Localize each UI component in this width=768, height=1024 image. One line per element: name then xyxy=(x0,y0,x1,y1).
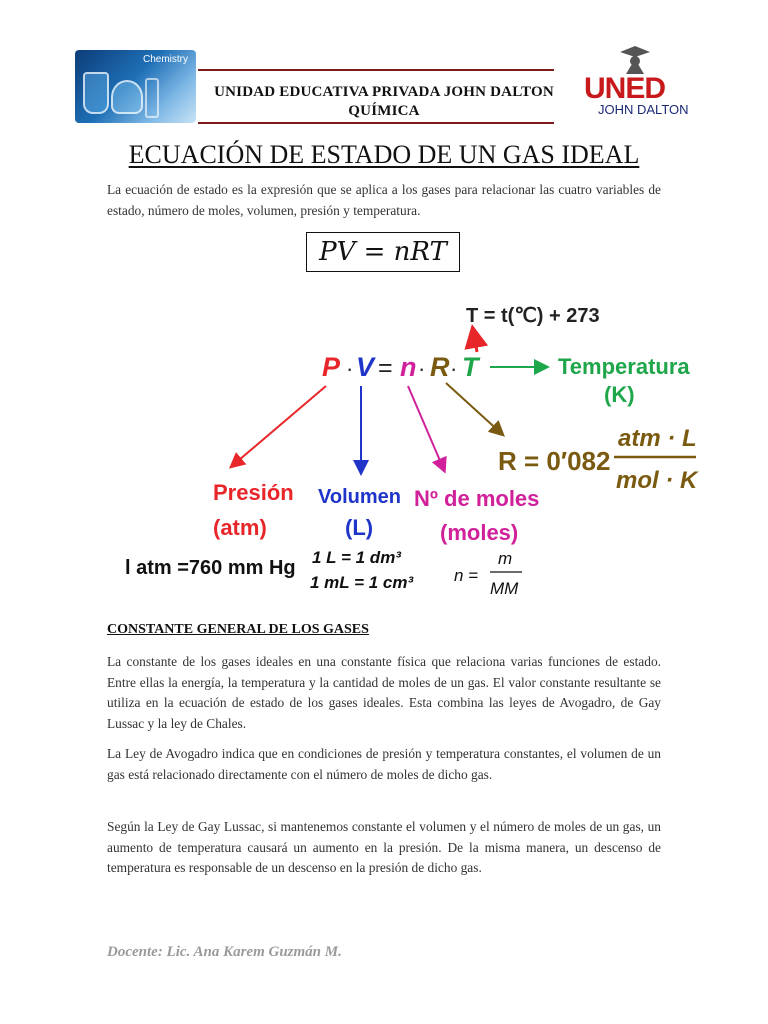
volume-equivalence-2: 1 mL = 1 cm³ xyxy=(310,573,414,592)
uned-logo-subtext: JOHN DALTON xyxy=(598,102,689,117)
temperature-unit: (K) xyxy=(604,382,635,407)
logo-left-text: Chemistry xyxy=(142,54,188,65)
var-n: n xyxy=(400,352,417,382)
volume-equivalence-1: 1 L = 1 dm³ xyxy=(312,548,401,567)
pressure-label: Presión xyxy=(213,480,294,505)
uned-logo-text: UNED xyxy=(584,72,666,105)
volume-label: Volumen xyxy=(318,486,401,508)
moles-numerator: m xyxy=(498,549,513,568)
r-value: R = 0′082 xyxy=(498,446,611,476)
volume-unit: (L) xyxy=(345,515,374,540)
temperature-label: Temperatura xyxy=(558,354,690,379)
moles-denominator: MM xyxy=(490,579,519,598)
dot-1: · xyxy=(346,356,354,381)
var-v: V xyxy=(356,352,375,382)
moles-equation-lhs: n = xyxy=(454,566,479,585)
intro-paragraph: La ecuación de estado es la expresión que se aplica a los gases para relacionar las cuatro variables de estado, número de moles, volumen, presión y temperatura. xyxy=(107,182,661,218)
teacher-footer: Docente: Lic. Ana Karem Guzmán M. xyxy=(107,944,342,960)
ideal-gas-formula: PV = nRT xyxy=(306,232,460,272)
paragraph-gay-lussac: Según la Ley de Gay Lussac, si mantenemos constante el volumen y el número de moles de un gas, un aumento de temperatura causará un aumento en la presión. De la misma manera, un descenso de temperatura es responsable de un descenso en la presión de dicho gas. xyxy=(107,819,661,875)
temp-conversion: T = t(℃) + 273 xyxy=(466,305,600,327)
pressure-equivalence: l atm =760 mm Hg xyxy=(125,557,296,579)
pressure-arrow xyxy=(232,386,326,466)
r-arrow xyxy=(446,383,502,434)
moles-unit: (moles) xyxy=(440,520,519,545)
paragraph-avogadro: La Ley de Avogadro indica que en condiciones de presión y temperatura constantes, el volumen de un gas está relacionado directamente con el número de moles de dicho gas. xyxy=(107,746,661,782)
equals-sign: = xyxy=(378,354,393,382)
moles-arrow xyxy=(408,386,444,470)
moles-label: Nº de moles xyxy=(414,486,540,511)
r-units-denominator: mol · K xyxy=(616,467,698,494)
pressure-unit: (atm) xyxy=(213,515,267,540)
temp-conversion-arrow xyxy=(473,330,477,352)
dot-3: · xyxy=(450,356,458,381)
var-p: P xyxy=(322,352,341,382)
var-t: T xyxy=(462,352,479,382)
subject-name: QUÍMICA xyxy=(348,103,420,119)
r-units-numerator: atm · L xyxy=(618,425,697,452)
paragraph-gas-constant: La constante de los gases ideales en una constante física que relaciona varias funciones de estado. Entre ellas la energía, la temperatura y la cantidad de moles de un gas. El valor constante resultante se utiliza en la ecuación de estado de los gases ideales. Esta combina las leyes de Avogadro, de Gay Lussac y la ley de Chales. xyxy=(107,654,661,731)
section-title: CONSTANTE GENERAL DE LOS GASES xyxy=(107,622,369,637)
var-r: R xyxy=(430,352,450,382)
page-title: ECUACIÓN DE ESTADO DE UN GAS IDEAL xyxy=(128,140,640,169)
dot-2: · xyxy=(418,356,426,381)
school-name: UNIDAD EDUCATIVA PRIVADA JOHN DALTON xyxy=(214,84,554,100)
